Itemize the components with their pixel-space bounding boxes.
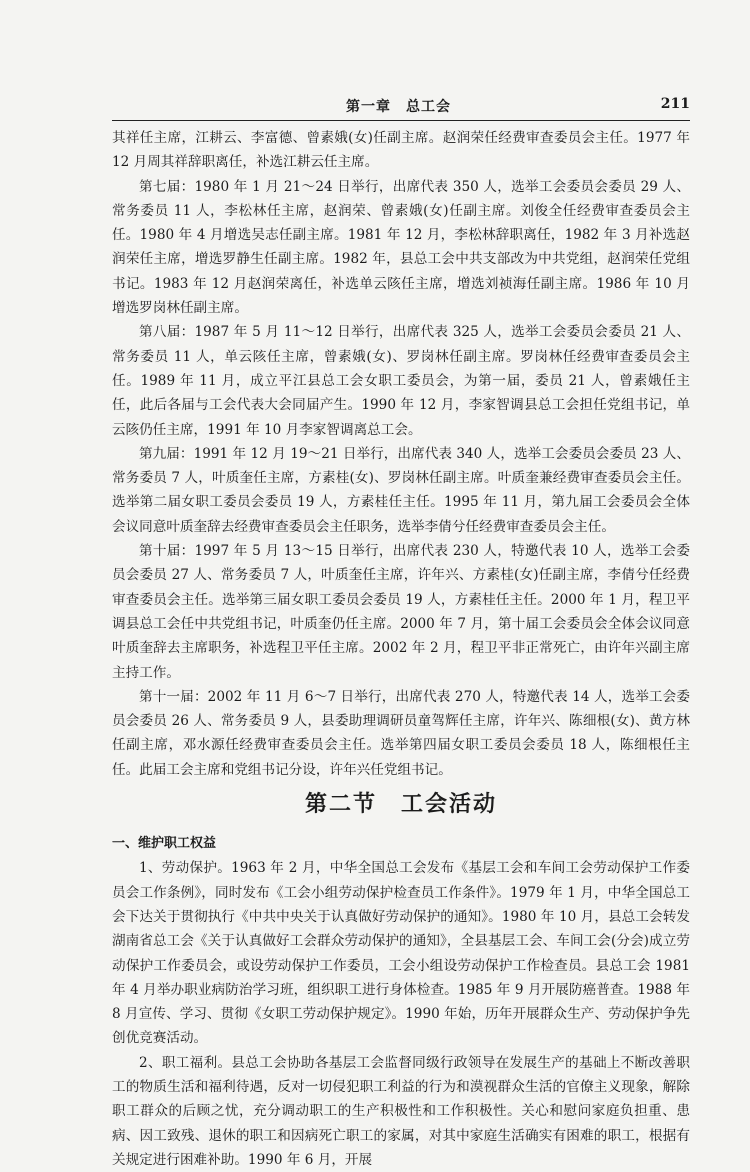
page-body xyxy=(112,126,690,1172)
section-title: 第二节 工会活动 xyxy=(304,792,497,818)
paragraph: 第七届：1980 年 1 月 21～24 日举行，出席代表 350 人，选举工会委员会委员 29 人、常务委员 11 人，李松林任主席，赵润荣、曾素娥(女)任副主席。刘俊全任经费审查委员会主任。1980 年 4 月增选吴志任副主席。1981 年 12 月，李松林辞职离任，1982 年 3 月补选赵润荣任主席，增选罗静生任副主席。1982 年，县总工会中共支部改为中共党组，赵润荣任党组书记。1983 年 12 月赵润荣离任，补选单云陔任主席，增选刘祯海任副主席。1986 年 10 月增选罗岗林任副主席。 xyxy=(112,178,690,317)
paragraph: 1、劳动保护。1963 年 2 月，中华全国总工会发布《基层工会和车间工会劳动保护工作委员会工作条例》，同时发布《工会小组劳动保护检查员工作条件》。1979 年 1 月，中华全国总工会下达关于贯彻执行《中共中央关于认真做好劳动保护的通知》。1980 年 10 月，县总工会转发湖南省总工会《关于认真做好工会群众劳动保护的通知》，全县基层工会、车间工会(分会)成立劳动保护工作委员会，或设劳动保护工作委员，工会小组设劳动保护工作检查员。县总工会 1981 年 4 月举办职业病防治学习班，组织职工进行身体检查。1985 年 9 月开展防癌普查。1988 年 8 月宣传、学习、贯彻《女职工劳动保护规定》。1990 年始，历年开展群众生产、劳动保护争先创优竞赛活动。 xyxy=(112,860,690,1047)
paragraph: 第八届：1987 年 5 月 11～12 日举行，出席代表 325 人，选举工会委员会委员 21 人、常务委员 11 人，单云陔任主席，曾素娥(女)、罗岗林任副主席。罗岗林任经费审查委员会主任。1989 年 11 月，成立平江县总工会女职工委员会，为第一届，委员 21 人，曾素娥任主任，此后各届与工会代表大会同届产生。1990 年 12 月，李家智调县总工会担任党组书记，单云陔仍任主席，1991 年 10 月李家智调离总工会。 xyxy=(112,324,690,438)
paragraph: 第十届：1997 年 5 月 13～15 日举行，出席代表 230 人，特邀代表 10 人，选举工会委员会委员 27 人、常务委员 7 人，叶质奎任主席，许年兴、方素桂(女)任副主席，李倩兮任经费审查委员会主任。选举第三届女职工委员会委员 19 人，方素桂任主任。2000 年 1 月，程卫平调县总工会任中共党组书记，叶质奎仍任主席。2000 年 7 月，第十届工会委员会全体会议同意叶质奎辞去主席职务，补选程卫平任主席。2002 年 2 月，程卫平非正常死亡，由许年兴副主席主持工作。 xyxy=(112,543,690,681)
page-number: 211 xyxy=(660,96,690,112)
paragraph: 2、职工福利。县总工会协助各基层工会监督同级行政领导在发展生产的基础上不断改善职工的物质生活和福利待遇，反对一切侵犯职工利益的行为和漠视群众生活的官僚主义现象，解除职工群众的后顾之忧，充分调动职工的生产积极性和工作积极性。关心和慰问家庭负担重、患病、因工致残、退休的职工和因病死亡职工的家属，对其中家庭生活确实有困难的职工，根据有关规定进行困难补助。1990 年 6 月，开展 xyxy=(112,1054,690,1168)
paragraph: 第十一届：2002 年 11 月 6～7 日举行，出席代表 270 人，特邀代表 14 人，选举工会委员会委员 26 人、常务委员 9 人，县委助理调研员童驾辉任主席，许年兴、陈细根(女)、黄方林任副主席，邓水源任经费审查委员会主任。选举第四届女职工委员会委员 18 人，陈细根任主任。此届工会主席和党组书记分设，许年兴任党组书记。 xyxy=(112,688,690,778)
header-rule xyxy=(112,120,690,121)
paragraph: 其祥任主席，江耕云、李富德、曾素娥(女)任副主席。赵润荣任经费审查委员会主任。1977 年 12 月周其祥辞职离任，补选江耕云任主席。 xyxy=(112,130,690,171)
subheading: 一、维护职工权益 xyxy=(112,836,217,852)
chapter-title: 第一章 总工会 xyxy=(346,99,451,115)
paragraph: 第九届：1991 年 12 月 19～21 日举行，出席代表 340 人，选举工会委员会委员 23 人、常务委员 7 人，叶质奎任主席，方素桂(女)、罗岗林任副主席。叶质奎兼经费审查委员会主任。选举第二届女职工委员会委员 19 人，方素桂任主任。1995 年 11 月，第九届工会委员会全体会议同意叶质奎辞去经费审查委员会主任职务，选举李倩兮任经费审查委员会主任。 xyxy=(112,445,690,535)
page-header xyxy=(112,96,690,120)
